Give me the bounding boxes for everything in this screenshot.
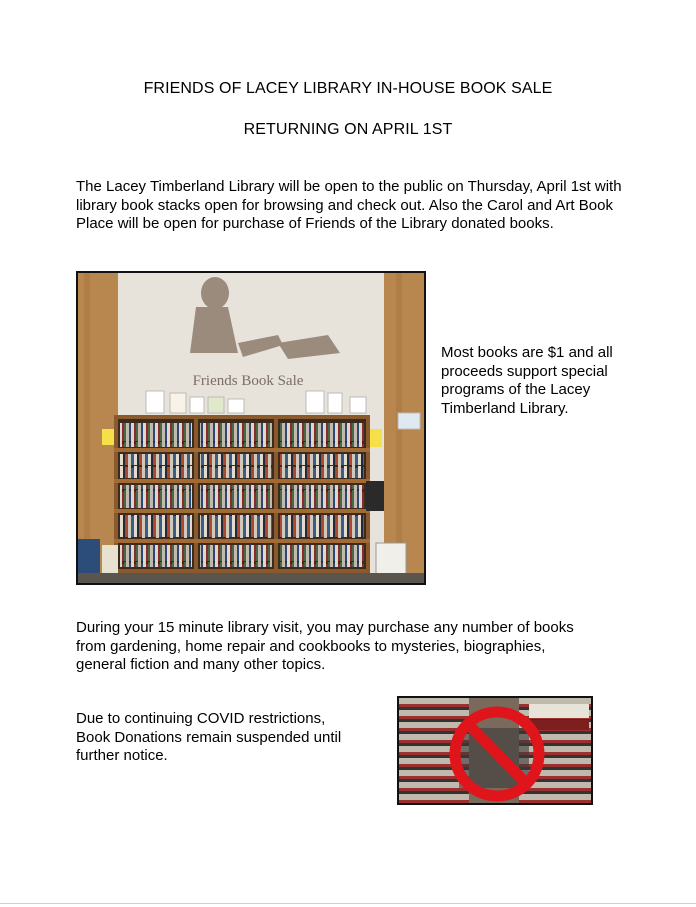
flyer-title: FRIENDS OF LACEY LIBRARY IN-HOUSE BOOK SALE [143, 80, 553, 97]
pricing-note: Most books are $1 and all proceeds support special programs of the Lacey Timberland Library. [441, 344, 613, 417]
bookcase [114, 415, 370, 573]
covid-notice: Due to continuing COVID restrictions, Book Donations remain suspended until further notice. [76, 710, 342, 765]
visit-paragraph: During your 15 minute library visit, you may purchase any number of books from gardening, home repair and cookbooks to mysteries, biographies, general fiction and many other topics. [76, 619, 574, 674]
page-bottom-rule [0, 903, 696, 904]
bookshelf-photo-illustration [78, 273, 424, 583]
no-donations-image [397, 696, 593, 805]
intro-paragraph: The Lacey Timberland Library will be open to the public on Thursday, April 1st with library book stacks open for browsing and check out. Also the Carol and Art Book Place will be open for purchase of Friends of the Library donated books. [76, 178, 622, 233]
prohibited-sign-icon [399, 698, 591, 803]
wall-sign-text: Friends Book Sale [192, 373, 304, 389]
flyer-subtitle: RETURNING ON APRIL 1ST [243, 121, 453, 138]
book-sale-photo [76, 271, 426, 585]
